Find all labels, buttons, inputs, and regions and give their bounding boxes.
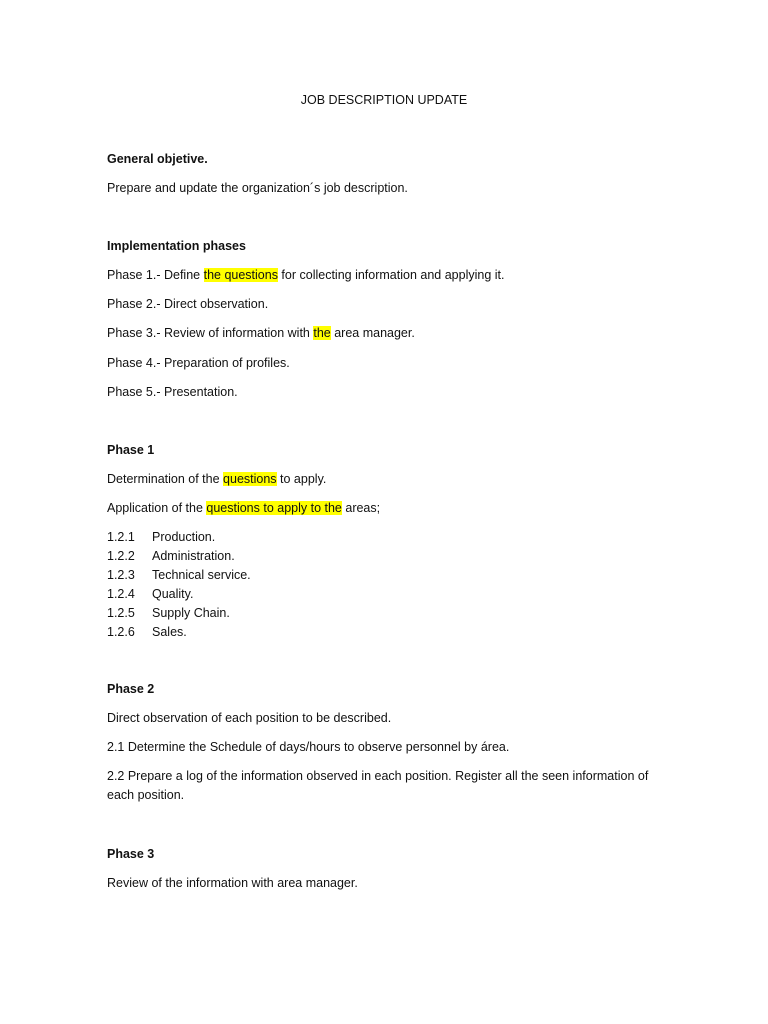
phase-3-heading: Phase 3 — [107, 847, 155, 861]
area-list-item — [107, 586, 193, 602]
area-label: Technical service. — [152, 568, 251, 582]
phase-1-text-end: for collecting information and applying it. — [277, 268, 505, 282]
general-objective-heading: General objetive. — [107, 152, 208, 166]
area-label: Production. — [152, 530, 216, 544]
application-text-end: areas; — [341, 501, 381, 515]
highlighted-text: questions to apply to the — [206, 501, 342, 515]
implementation-phase-1 — [107, 267, 504, 283]
phase-1-heading: Phase 1 — [107, 443, 155, 457]
implementation-phase-2: Phase 2.- Direct observation. — [107, 297, 269, 311]
area-number: 1.2.6 — [107, 625, 135, 639]
phase-3-text-start: Phase 3.- Review of information with — [107, 326, 314, 340]
highlighted-text: the — [313, 326, 331, 340]
area-list-item — [107, 548, 235, 564]
area-label: Sales. — [152, 625, 187, 639]
area-number: 1.2.3 — [107, 568, 135, 582]
implementation-phase-5: Phase 5.- Presentation. — [107, 385, 238, 399]
phase-2-item-2: 2.2 Prepare a log of the information observed in each position. Register all the seen information of each position. — [107, 769, 649, 802]
phase-2-heading: Phase 2 — [107, 682, 155, 696]
area-list-item — [107, 605, 230, 621]
determination-text-end: to apply. — [276, 472, 327, 486]
phase-1-application — [107, 500, 380, 516]
area-label: Administration. — [152, 549, 235, 563]
determination-text-start: Determination of the — [107, 472, 224, 486]
area-label: Quality. — [152, 587, 194, 601]
document-title: JOB DESCRIPTION UPDATE — [300, 93, 468, 107]
phase-1-text-start: Phase 1.- Define — [107, 268, 204, 282]
area-label: Supply Chain. — [152, 606, 230, 620]
phase-2-item-1: 2.1 Determine the Schedule of days/hours to observe personnel by área. — [107, 740, 510, 754]
implementation-heading: Implementation phases — [107, 239, 246, 253]
area-number: 1.2.2 — [107, 549, 135, 563]
highlighted-text: the questions — [203, 268, 278, 282]
application-text-start: Application of the — [107, 501, 207, 515]
area-number: 1.2.1 — [107, 530, 135, 544]
implementation-phase-4: Phase 4.- Preparation of profiles. — [107, 356, 290, 370]
area-number: 1.2.4 — [107, 587, 135, 601]
phase-1-determination — [107, 471, 326, 487]
phase-3-text: Review of the information with area manager. — [107, 876, 358, 890]
area-list-item — [107, 529, 215, 545]
phase-2-text: Direct observation of each position to be described. — [107, 711, 392, 725]
area-list-item — [107, 624, 187, 640]
highlighted-text: questions — [223, 472, 277, 486]
general-objective-text: Prepare and update the organization´s job description. — [107, 181, 408, 195]
area-number: 1.2.5 — [107, 606, 135, 620]
phase-3-text-end: area manager. — [330, 326, 415, 340]
implementation-phase-3 — [107, 325, 415, 341]
area-list-item — [107, 567, 251, 583]
